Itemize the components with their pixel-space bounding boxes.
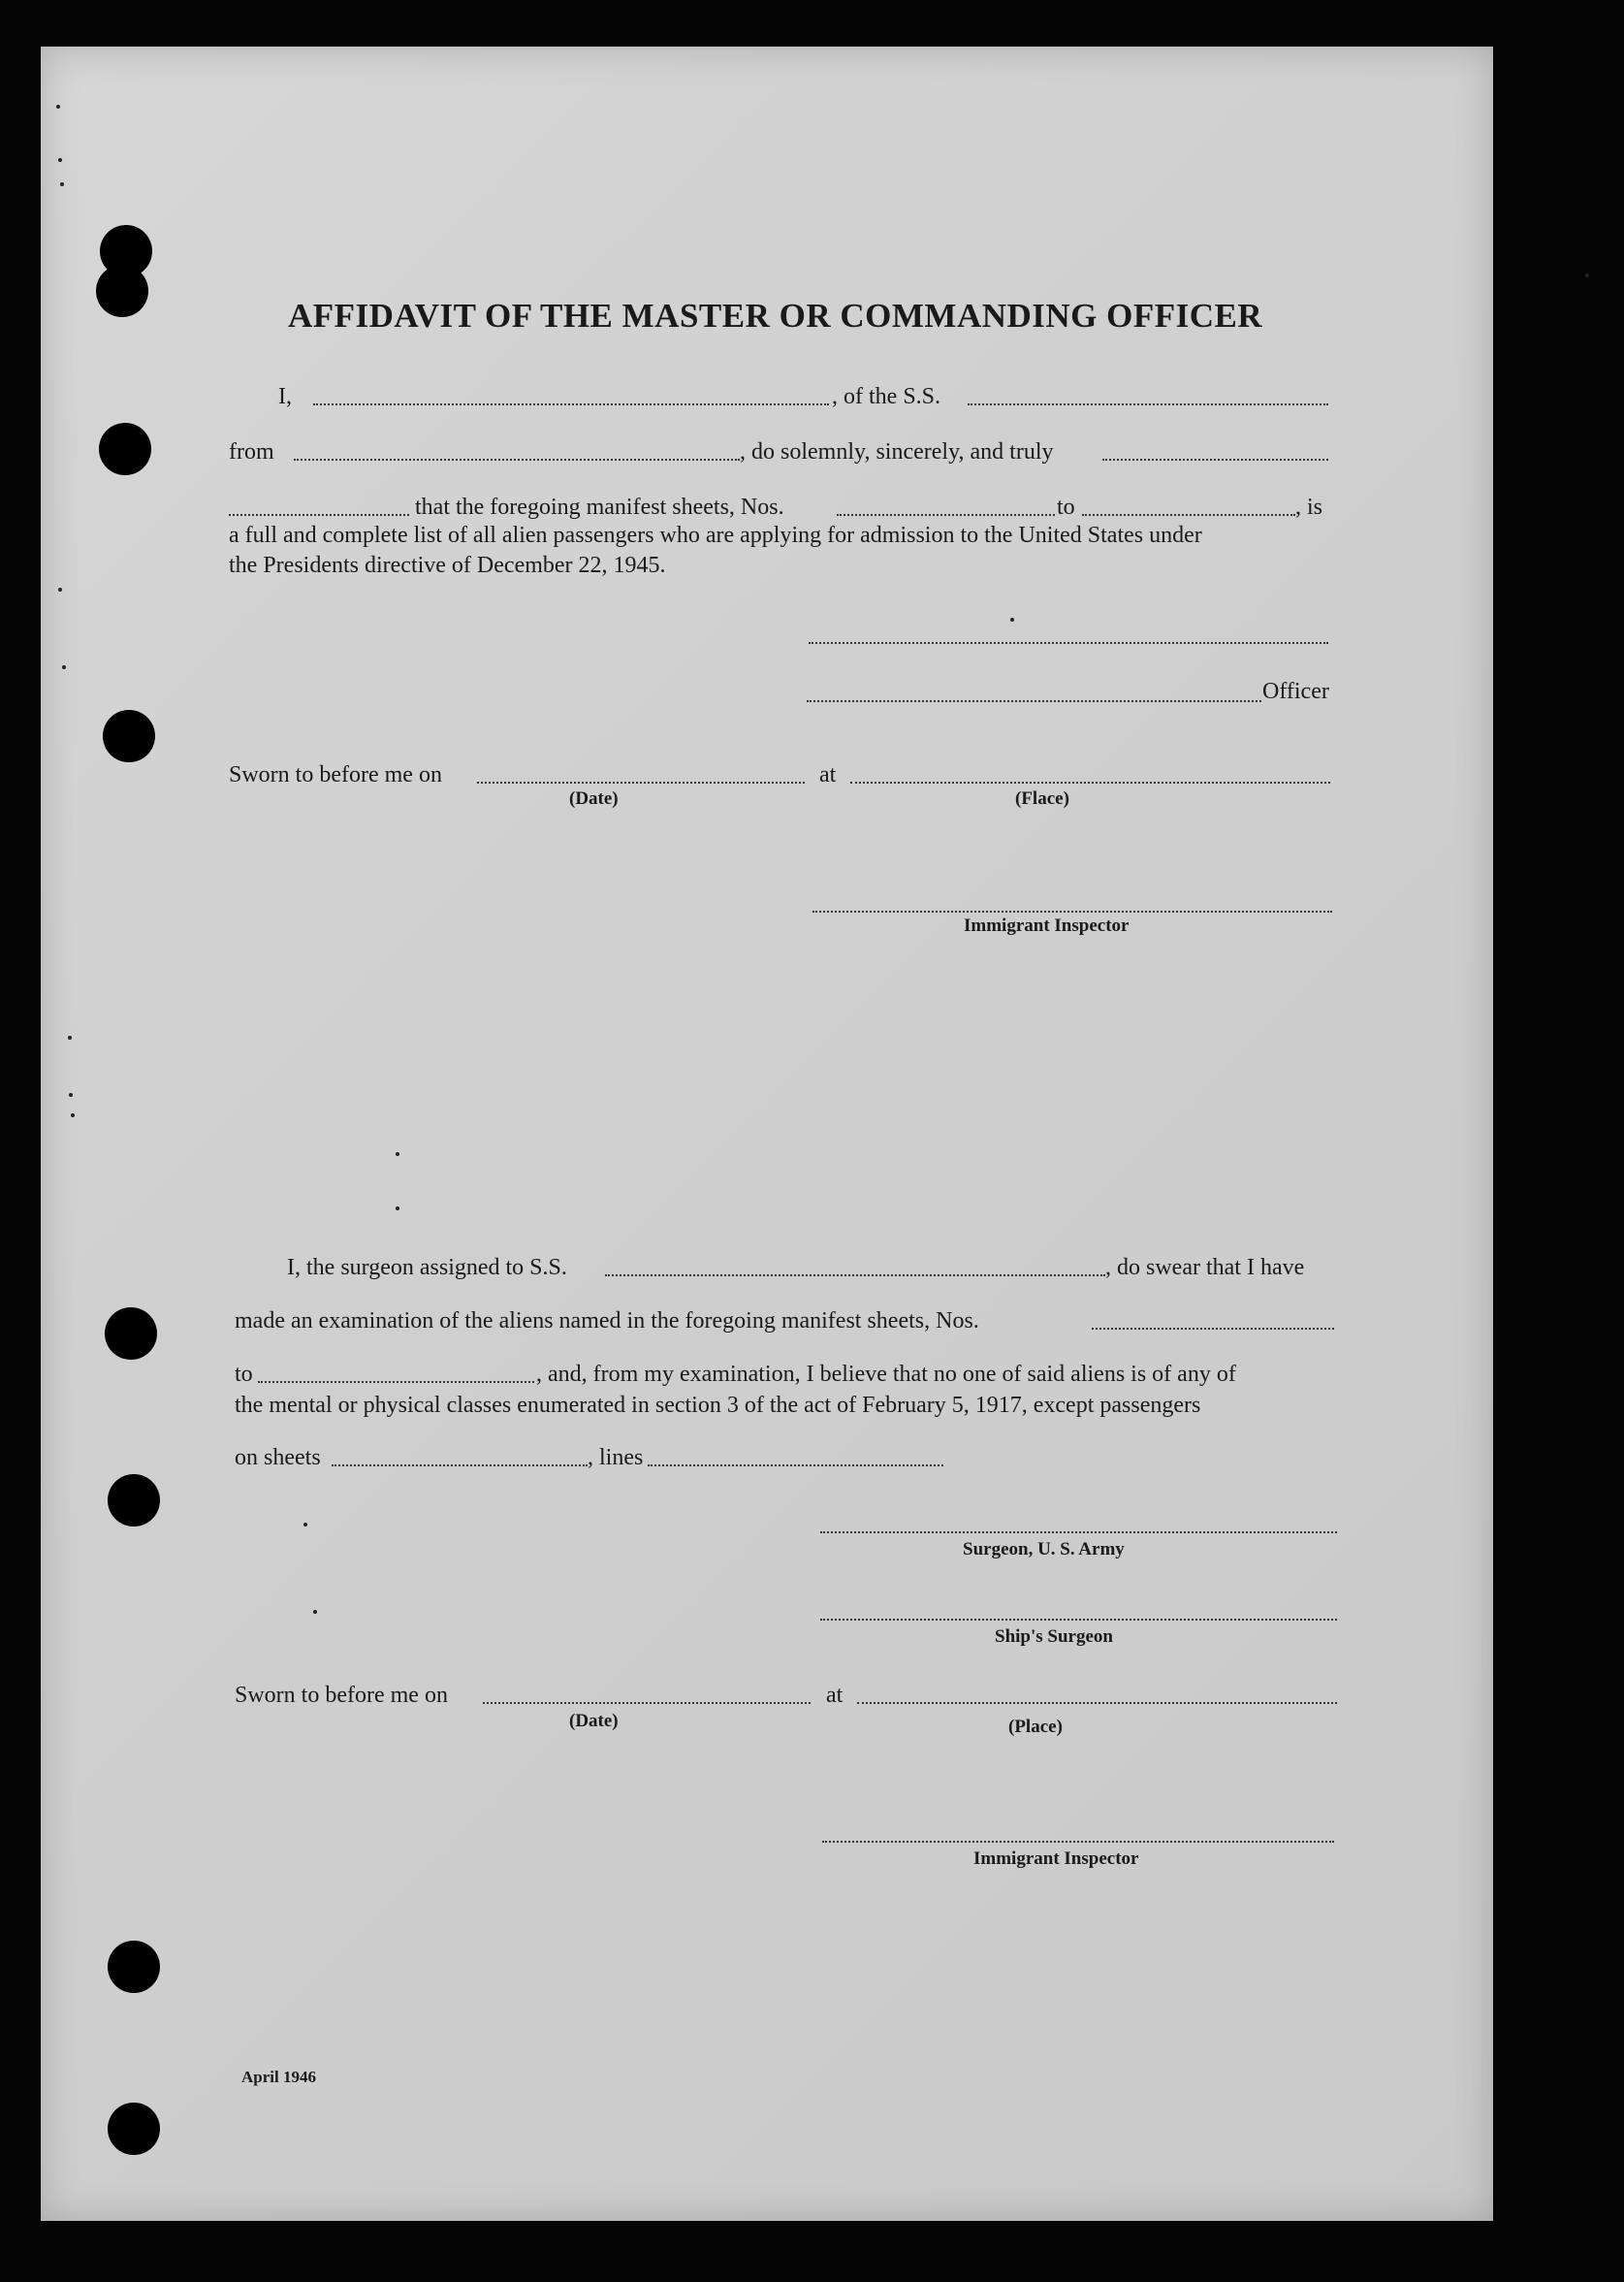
surgeon-line3-rest: , and, from my examination, I believe that no one of said aliens is of any of bbox=[536, 1362, 1236, 1387]
master-name-field[interactable] bbox=[313, 403, 829, 405]
surgeon-ship-field[interactable] bbox=[605, 1274, 1105, 1276]
officer-signature-line-2[interactable] bbox=[807, 700, 1261, 702]
officer-label: Officer bbox=[1262, 679, 1329, 704]
master-inspector-signature-line[interactable] bbox=[812, 911, 1332, 913]
surgeon-sheets-to-field[interactable] bbox=[258, 1381, 534, 1383]
surgeon-date-caption: (Date) bbox=[569, 1711, 619, 1731]
surgeon-sworn-label: Sworn to before me on bbox=[235, 1683, 448, 1708]
punch-hole bbox=[99, 423, 151, 475]
scan-speck bbox=[62, 665, 66, 669]
army-surgeon-signature-line[interactable] bbox=[820, 1531, 1337, 1533]
scan-speck bbox=[313, 1610, 317, 1614]
punch-hole bbox=[96, 265, 148, 317]
master-sworn-date-field[interactable] bbox=[477, 782, 805, 784]
officer-signature-line-1[interactable] bbox=[809, 642, 1328, 644]
master-line3-to: to bbox=[1057, 495, 1075, 520]
punch-hole bbox=[108, 2103, 160, 2155]
master-line3-is: , is bbox=[1295, 495, 1323, 520]
form-title: AFFIDAVIT OF THE MASTER OR COMMANDING OFFICER bbox=[288, 297, 1263, 335]
surgeon-line5-lines: , lines bbox=[588, 1445, 644, 1470]
scan-speck bbox=[1585, 273, 1589, 277]
army-surgeon-label: Surgeon, U. S. Army bbox=[963, 1539, 1125, 1559]
document-sheet bbox=[41, 47, 1493, 2221]
scan-speck bbox=[303, 1523, 307, 1527]
punch-hole bbox=[105, 1307, 157, 1360]
master-line1-start: I, bbox=[278, 384, 292, 409]
surgeon-inspector-signature-line[interactable] bbox=[822, 1841, 1334, 1843]
sheets-from-field[interactable] bbox=[837, 514, 1055, 516]
surgeon-line1-end: , do swear that I have bbox=[1105, 1255, 1305, 1280]
master-sworn-at: at bbox=[819, 762, 837, 787]
master-sworn-label: Sworn to before me on bbox=[229, 762, 442, 787]
punch-hole bbox=[108, 1941, 160, 1993]
master-inspector-label: Immigrant Inspector bbox=[964, 916, 1130, 936]
surgeon-line2: made an examination of the aliens named in the foregoing manifest sheets, Nos. bbox=[235, 1308, 979, 1334]
surgeon-line3-to: to bbox=[235, 1362, 253, 1387]
master-line4: a full and complete list of all alien passengers who are applying for admission to the United States under bbox=[229, 523, 1202, 548]
master-place-caption: (Flace) bbox=[1015, 788, 1069, 809]
ship-surgeon-signature-line[interactable] bbox=[820, 1619, 1337, 1621]
scan-speck bbox=[396, 1206, 399, 1210]
surgeon-line4: the mental or physical classes enumerated in section 3 of the act of February 5, 1917, except passengers bbox=[235, 1393, 1201, 1418]
master-line2-from: from bbox=[229, 439, 274, 465]
port-from-field[interactable] bbox=[294, 459, 740, 461]
sheets-to-field[interactable] bbox=[1082, 514, 1295, 516]
scan-speck bbox=[396, 1152, 399, 1156]
surgeon-line1-start: I, the surgeon assigned to S.S. bbox=[287, 1255, 567, 1280]
surgeon-sheets-from-field[interactable] bbox=[1092, 1328, 1334, 1330]
ship-name-field[interactable] bbox=[968, 403, 1328, 405]
master-line3-sheets: that the foregoing manifest sheets, Nos. bbox=[415, 495, 784, 520]
excepted-lines-field[interactable] bbox=[648, 1464, 943, 1466]
ship-surgeon-label: Ship's Surgeon bbox=[995, 1626, 1113, 1647]
scan-speck bbox=[71, 1113, 75, 1117]
master-date-caption: (Date) bbox=[569, 788, 619, 809]
scan-speck bbox=[68, 1036, 72, 1040]
surgeon-sworn-place-field[interactable] bbox=[857, 1702, 1337, 1704]
master-line2-oath: , do solemnly, sincerely, and truly bbox=[740, 439, 1054, 465]
master-line1-ship-label: , of the S.S. bbox=[832, 384, 941, 409]
scan-speck bbox=[69, 1093, 73, 1097]
form-revision-date: April 1946 bbox=[241, 2068, 316, 2086]
surgeon-place-caption: (Place) bbox=[1008, 1717, 1063, 1737]
surgeon-inspector-label: Immigrant Inspector bbox=[973, 1848, 1139, 1869]
master-line5: the Presidents directive of December 22, 1945. bbox=[229, 553, 666, 578]
scan-speck bbox=[60, 182, 64, 186]
scan-speck bbox=[58, 158, 62, 162]
master-sworn-place-field[interactable] bbox=[850, 782, 1330, 784]
surgeon-sworn-at: at bbox=[826, 1683, 844, 1708]
surgeon-line5-sheets: on sheets bbox=[235, 1445, 321, 1470]
excepted-sheets-field[interactable] bbox=[332, 1464, 588, 1466]
punch-hole bbox=[103, 710, 155, 762]
oath-continuation-field[interactable] bbox=[229, 514, 409, 516]
scan-speck bbox=[58, 588, 62, 592]
oath-type-field[interactable] bbox=[1102, 459, 1328, 461]
scan-speck bbox=[56, 105, 60, 109]
scan-speck bbox=[1010, 618, 1014, 622]
punch-hole bbox=[108, 1474, 160, 1527]
surgeon-sworn-date-field[interactable] bbox=[483, 1702, 811, 1704]
